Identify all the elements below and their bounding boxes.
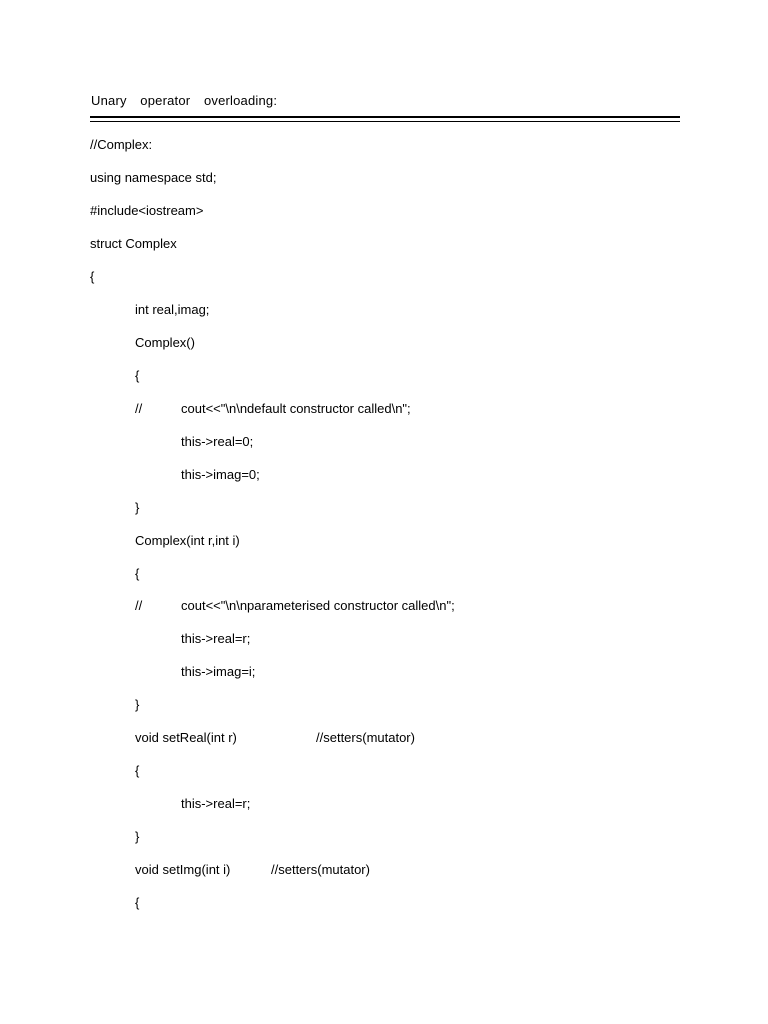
code-line: this->real=0; [181,434,254,449]
code-line: Complex() [135,335,195,350]
code-line: using namespace std; [90,170,217,185]
code-line: void setImg(int i) [135,862,231,877]
code-line: Complex(int r,int i) [135,533,240,548]
code-line: this->real=r; [181,796,251,811]
code-line: } [135,500,140,515]
code-line: //Complex: [90,137,153,152]
code-line: #include<iostream> [90,203,204,218]
heading-rule-thin [90,121,680,122]
code-line: } [135,829,140,844]
code-comment-marker: // [135,401,143,416]
code-line: { [135,763,140,778]
code-line: this->real=r; [181,631,251,646]
code-comment-marker: // [135,598,143,613]
code-line: { [90,269,95,284]
code-line: { [135,566,140,581]
code-line: struct Complex [90,236,177,251]
code-line: cout<<"\n\ndefault constructor called\n"; [181,401,411,416]
code-line: { [135,368,140,383]
code-line: { [135,895,140,910]
code-line: int real,imag; [135,302,210,317]
code-line: } [135,697,140,712]
code-line: this->imag=0; [181,467,260,482]
code-comment: //setters(mutator) [271,862,370,877]
section-heading: Unary operator overloading: [91,93,278,108]
code-line: this->imag=i; [181,664,256,679]
code-line: cout<<"\n\nparameterised constructor called\n"; [181,598,455,613]
code-line: void setReal(int r) [135,730,237,745]
code-comment: //setters(mutator) [316,730,415,745]
heading-rule-thick [90,116,680,118]
